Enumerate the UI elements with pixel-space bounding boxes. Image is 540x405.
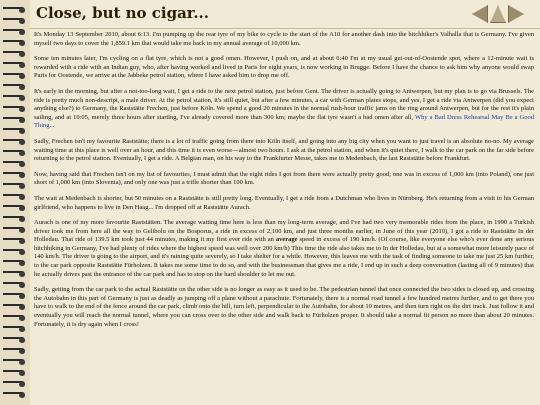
paragraph: Sadly, Frechen isn't my favourite Raststätte; there is a lot of traffic going from there into Köln itself, and going into any big city when you want to just travel is an absolute no-no. My average waiting time at this place is well over an hour, and this time it is even worse—almost two hours. I ask at the petrol station, and when it's quiet there, I walk to the car park on the far side before returning to the petrol station. Eventually, I get a ride. A Belgian man, on his way to the Frankfurter Messe, takes me to Medenbach, the last Raststätte before Frankfurt. bbox=[34, 137, 534, 163]
binding-ring bbox=[3, 270, 25, 277]
binding-ring bbox=[3, 358, 25, 365]
binding-ring bbox=[3, 193, 25, 200]
title-bar bbox=[30, 0, 540, 29]
binding-ring bbox=[3, 116, 25, 123]
binding-ring bbox=[3, 50, 25, 57]
paragraph-text: It's early in the morning, but after a not-too-long wait, I get a ride to the next petrol station, just before Gent. The driver is actually going to Antwerpen, but my plan is to go via Brussels. The ride is pretty much non-descript, a male driver. At the petrol station, it's still quiet, but after a few minutes, a car with German plates stops, and yes, I get a ride via Antwerpen (did you expect anything else?) to Germany, the Raststätte Frechen, just before Köln. We spend a good 20 minutes in the normal rush-hour traffic jams on the ring around Antwerpen, but for the rest it's plain sailing, and at 10:05, merely three hours after starting, I've already covered more than 300 km; maybe the flat tyre wasn't a bad omen after all, bbox=[34, 87, 534, 121]
binding-ring bbox=[3, 61, 25, 68]
binding-ring bbox=[3, 259, 25, 266]
binding-ring bbox=[3, 72, 25, 79]
binding-ring bbox=[3, 281, 25, 288]
binding-ring bbox=[3, 347, 25, 354]
binding-ring bbox=[3, 127, 25, 134]
paragraph: Sadly, getting from the car park to the actual Raststätte on the other side is no longer as easy as it used to be. The pedestrian tunnel that once connected the two sides is closed up, and crossing the Autobahn in this part of Germany is just as deadly as jumping off a plane without a parachute. Fortunately, there is a normal road tunnel a few hundred metres further, and to get there you have to walk to the end of the fence around the car park, climb onto the hill, turn left, perpendicular to the Autobahn, for about 10 metres, and then turn right on the dirt track. Just follow it and eventually you will reach the normal tunnel, where you can cross over to the other side and walk back to Fürholzen proper. It should take a normal fit person no more than about 20 minutes. Fortunately, it is dry again when I cross! bbox=[34, 286, 534, 328]
paragraph bbox=[34, 219, 534, 279]
binding-ring bbox=[3, 160, 25, 167]
binding-ring bbox=[3, 325, 25, 332]
binding-ring bbox=[3, 28, 25, 35]
binding-ring bbox=[3, 237, 25, 244]
binding-ring bbox=[3, 17, 25, 24]
binding-ring bbox=[3, 248, 25, 255]
binding-ring bbox=[3, 226, 25, 233]
binding-ring bbox=[3, 369, 25, 376]
binding-ring bbox=[3, 39, 25, 46]
binding-ring bbox=[3, 314, 25, 321]
bad-dress-rehearsal-link[interactable]: Why a Bad Dress Rehearsal May Be a Good Thing... bbox=[34, 113, 534, 130]
binding-ring bbox=[3, 182, 25, 189]
binding-ring bbox=[3, 83, 25, 90]
binding-ring bbox=[3, 6, 25, 13]
spiral-binding bbox=[0, 0, 30, 405]
page bbox=[30, 0, 540, 405]
binding-ring bbox=[3, 204, 25, 211]
binding-ring bbox=[3, 336, 25, 343]
paragraph: Now, having said that Frechen isn't on my list of favourites, I must admit that the eight rides I got from there were actually pretty good; one was in excess of 1,000 km (into Poland), one just short of 1,000 km (into Slovenia), and only one was just a trifle shorter than 100 km. bbox=[34, 170, 534, 187]
binding-ring bbox=[3, 380, 25, 387]
binding-ring bbox=[3, 292, 25, 299]
paragraph bbox=[34, 88, 534, 131]
paragraph-text: speed in excess of 190 km/h. (Of course, like everyone else who's ever done any serious hitchhiking in Germany, I've had plenty of rides where the highest speed was well over 200 km/h) This time the ride also takes me to In der Holledau, but at a somewhat more leisurely pace of 140 km/h. The driver is going to the airport, and it's raining quite severely, so I take shelter for a while. However, this leaves me with the task of finding someone to take me just 25 km further, to the car park opposite Raststätte Fürholzen. It takes me some time to do so, and with the businessman that gives me a ride, I end up in such a deep conversation (lasting all of 9 minutes) that he actually drives past the entrance of the car park and has to stop on the hard shoulder to let me out. bbox=[34, 236, 534, 278]
page-title: Close, but no cigar... bbox=[36, 4, 209, 22]
paragraph: The wait at Medenbach is shorter, but 50 minutes on a Raststätte is still pretty long. Eventually, I get a ride from a Dutchman who lives in Nürnberg. He's returning from a visit to his German girlfriend, who happens to live in Den Haag... I'm dropped off at Raststätte Aurach. bbox=[34, 194, 534, 211]
binding-ring bbox=[3, 215, 25, 222]
binding-ring bbox=[3, 138, 25, 145]
paragraph-text: Aurach is one of my more favourite Raststätten. The average waiting time here is less than my long-term average, and I've had two very memorable rides from the place, in 1990 a Turkish driver took me from here all the way to Gelibolu on the Bosporus, a ride in excess of 2,100 km, and just three months earlier, in June of this year (2010), I got a ride to Raststätte In der Holledau. That ride of 139.5 km took just 44 minutes, making it my first ever ride with an bbox=[34, 219, 534, 244]
arrow-left-icon[interactable] bbox=[472, 5, 488, 23]
paragraph: Some ten minutes later, I'm cycling on a flat tyre, which is not a good omen. However, I push on, and at about 6:40 I'm at my usual get-out-of-Oostende spot, where a 12-minute wait is rewarded with a ride with an Indian guy, who, after having worked and lived in Paris for eight years, is now working in Brugge. Before I have the chance to ask him why anyone would swap Paris for Oostende, we arrive at the Jabbeke petrol station, where I have asked him to drop me off. bbox=[34, 55, 534, 80]
binding-ring bbox=[3, 391, 25, 398]
binding-ring bbox=[3, 149, 25, 156]
binding-ring bbox=[3, 303, 25, 310]
binding-ring bbox=[3, 105, 25, 112]
article-body bbox=[34, 31, 534, 336]
binding-ring bbox=[3, 94, 25, 101]
average-emphasis: average bbox=[275, 236, 298, 244]
paragraph: It's Monday 13 September 2010, about 6:13. I'm pumping up the rear tyre of my bike to cycle to the start of the A10 for another dash into the hitchhiker's Valhalla that is Germany. I've given myself two days to cover the 1,859.1 km that would take me back to my annual average of 10,000 km. bbox=[34, 31, 534, 47]
navigation bbox=[472, 5, 524, 23]
arrow-right-icon[interactable] bbox=[508, 5, 524, 23]
arrow-up-icon[interactable] bbox=[490, 5, 506, 23]
binding-ring bbox=[3, 171, 25, 178]
